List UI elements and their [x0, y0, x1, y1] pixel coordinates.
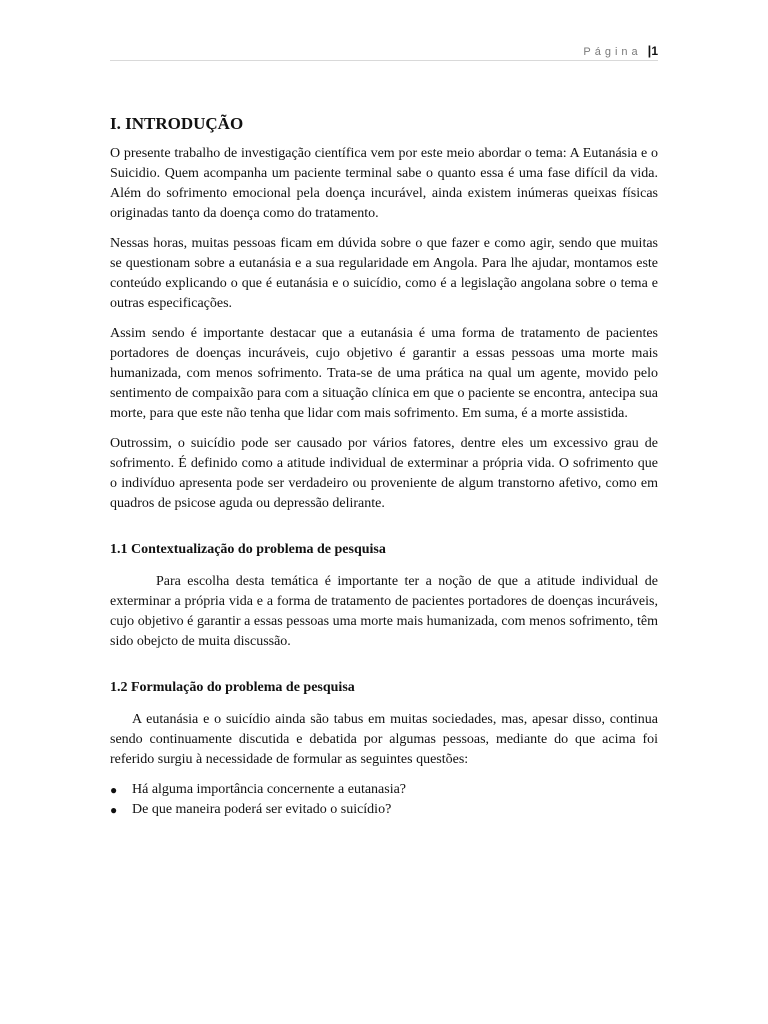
- page-label: Página: [583, 46, 642, 58]
- page-number: 1: [651, 44, 658, 58]
- intro-paragraph-2: Nessas horas, muitas pessoas ficam em dúvida sobre o que fazer e como agir, sendo que muitas se questionam sobre a eutanásia e a sua regularidade em Angola. Para lhe ajudar, montamos este conteúdo explicando o que é eutanásia e o suicídio, como é a legislação angolana sobre o tema e outras especificações.: [110, 236, 658, 311]
- question-text: De que maneira poderá ser evitado o suicídio?: [132, 802, 392, 817]
- page-separator: |: [647, 43, 652, 58]
- context-section: [110, 540, 658, 652]
- introduction-section: [110, 112, 658, 514]
- intro-paragraph-4: Outrossim, o suicídio pode ser causado por vários fatores, dentre eles um excessivo grau de sofrimento. É definido como a atitude individual de exterminar a própria vida. O sofrimento que o indivíduo apresenta pode ser verdadeiro ou proveniente de algum transtorno afetivo, como em quadros de psicose aguda ou depressão delirante.: [110, 436, 658, 511]
- intro-paragraph-3: Assim sendo é importante destacar que a eutanásia é uma forma de tratamento de pacientes portadores de doenças incuráveis, cujo objetivo é garantir a essas pessoas uma morte mais humanizada, com menos sofrimento. Trata-se de uma prática na qual um agente, movido pelo sentimento de compaixão para com a situação clínica em que o paciente se encontra, antecipa sua morte, para que este não tenha que lidar com mais sofrimento. Em suma, é a morte assistida.: [110, 326, 658, 421]
- context-paragraph: Para escolha desta temática é importante ter a noção de que a atitude individual de exterminar a própria vida e a forma de tratamento de pacientes portadores de doenças incuráveis, cujo objetivo é garantir a essas pessoas uma morte mais humanizada, com menos sofrimento, têm sido obejcto de muita discussão.: [110, 574, 658, 649]
- list-item: [110, 780, 658, 800]
- formulation-section: [110, 678, 658, 820]
- bullet-icon: ●: [110, 803, 118, 817]
- context-heading: 1.1 Contextualização do problema de pesquisa: [110, 542, 386, 557]
- formulation-paragraph: A eutanásia e o suicídio ainda são tabus em muitas sociedades, mas, apesar disso, continua sendo continuamente discutida e debatida por algumas pessoas, mediante do que acima foi referido surgiu à necessidade de formular as seguintes questões:: [110, 712, 658, 767]
- formulation-heading: 1.2 Formulação do problema de pesquisa: [110, 680, 355, 695]
- bullet-icon: ●: [110, 783, 118, 797]
- page-header: [110, 42, 658, 61]
- document-body: [110, 112, 658, 820]
- questions-list: [110, 780, 658, 820]
- list-item: [110, 800, 658, 820]
- question-text: Há alguma importância concernente a eutanasia?: [132, 782, 407, 797]
- intro-paragraph-1: O presente trabalho de investigação científica vem por este meio abordar o tema: A Eutanásia e o Suicidio. Quem acompanha um paciente terminal sabe o quanto essa é uma fase difícil da vida. Além do sofrimento emocional pela doença incurável, ainda existem inúmeras queixas físicas originadas tanto da doença como do tratamento.: [110, 146, 658, 221]
- introduction-heading: I. INTRODUÇÃO: [110, 114, 244, 133]
